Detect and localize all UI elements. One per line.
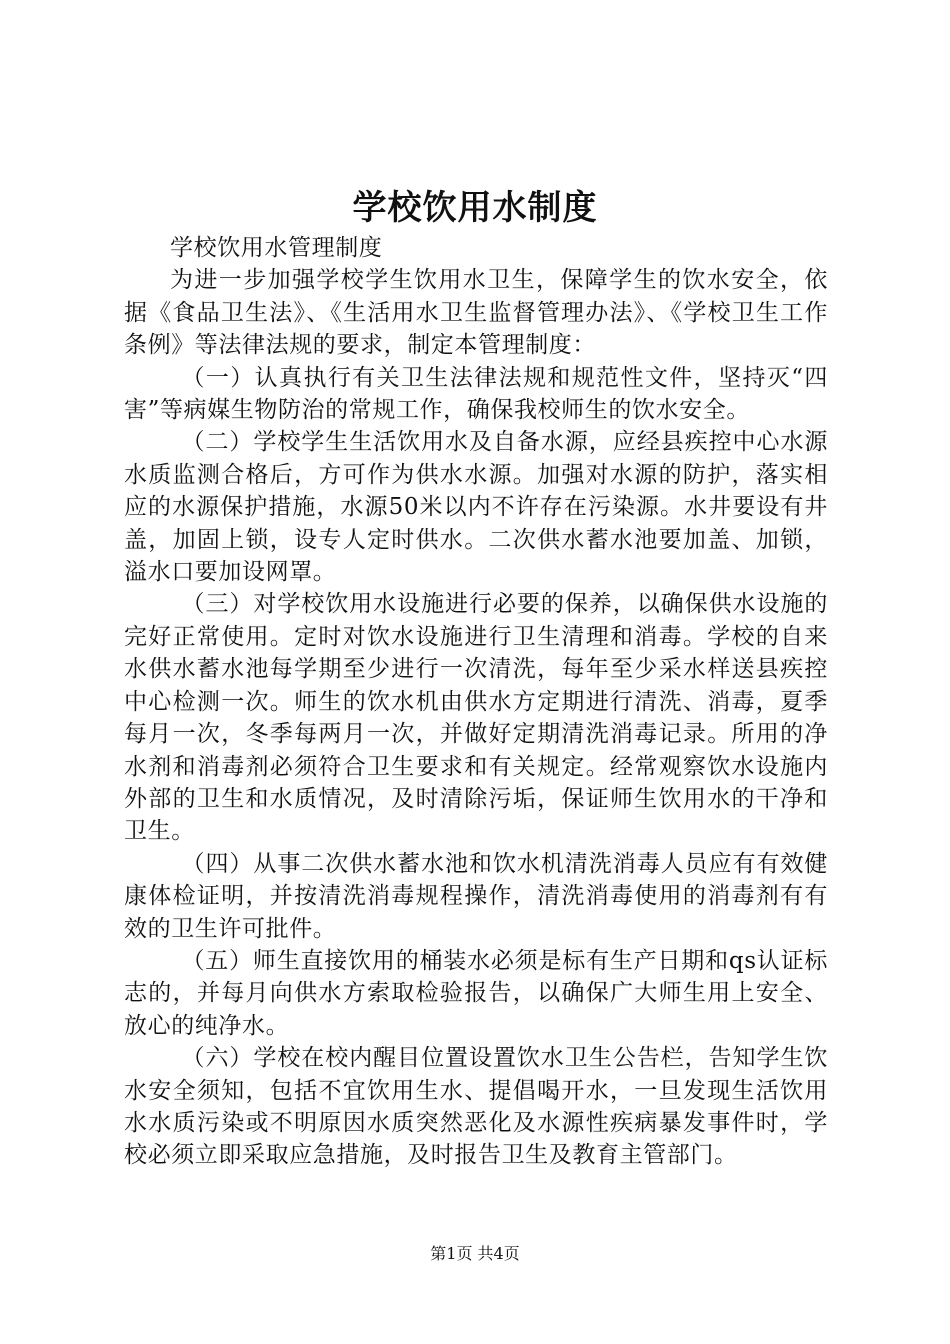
rule-item-4: （四）从事二次供水蓄水池和饮水机清洗消毒人员应有有效健康体检证明，并按清洗消毒规程操作，清洗消毒使用的消毒剂有有效的卫生许可批件。 xyxy=(124,850,828,942)
rule-item-1: （一）认真执行有关卫生法律法规和规范性文件，坚持灭“四害”等病媒生物防治的常规工作，确保我校师生的饮水安全。 xyxy=(124,364,828,424)
document-title: 学校饮用水制度 xyxy=(352,188,598,228)
rule-item-3: （三）对学校饮用水设施进行必要的保养，以确保供水设施的完好正常使用。定时对饮水设施进行卫生清理和消毒。学校的自来水供水蓄水池每学期至少进行一次清洗，每年至少采水样送县疾控中心检测一次。师生的饮水机由供水方定期进行清洗、消毒，夏季每月一次，冬季每两月一次，并做好定期清洗消毒记录。所用的净水剂和消毒剂必须符合卫生要求和有关规定。经常观察饮水设施内外部的卫生和水质情况，及时清除污垢，保证师生饮用水的干净和卫生。 xyxy=(124,591,828,845)
rule-item-6: （六）学校在校内醒目位置设置饮水卫生公告栏，告知学生饮水安全须知，包括不宜饮用生水、提倡喝开水，一旦发现生活饮用水水质污染或不明原因水质突然恶化及水源性疾病暴发事件时，学校必须立即采取应急措施，及时报告卫生及教育主管部门。 xyxy=(124,1045,828,1169)
page-number: 第1页 共4页 xyxy=(430,1244,520,1263)
intro-paragraph: 为进一步加强学校学生饮用水卫生，保障学生的饮水安全，依据《食品卫生法》、《生活用水卫生监督管理办法》、《学校卫生工作条例》等法律法规的要求，制定本管理制度： xyxy=(124,267,828,359)
document-body xyxy=(124,232,828,1172)
rule-item-2: （二）学校学生生活饮用水及自备水源，应经县疾控中心水源水质监测合格后，方可作为供水水源。加强对水源的防护，落实相应的水源保护措施，水源50米以内不许存在污染源。水井要设有井盖，加固上锁，设专人定时供水。二次供水蓄水池要加盖、加锁，溢水口要加设网罩。 xyxy=(124,429,828,586)
document-subtitle: 学校饮用水管理制度 xyxy=(170,235,383,261)
rule-item-5: （五）师生直接饮用的桶装水必须是标有生产日期和qs认证标志的，并每月向供水方索取检验报告，以确保广大师生用上安全、放心的纯净水。 xyxy=(124,947,828,1039)
